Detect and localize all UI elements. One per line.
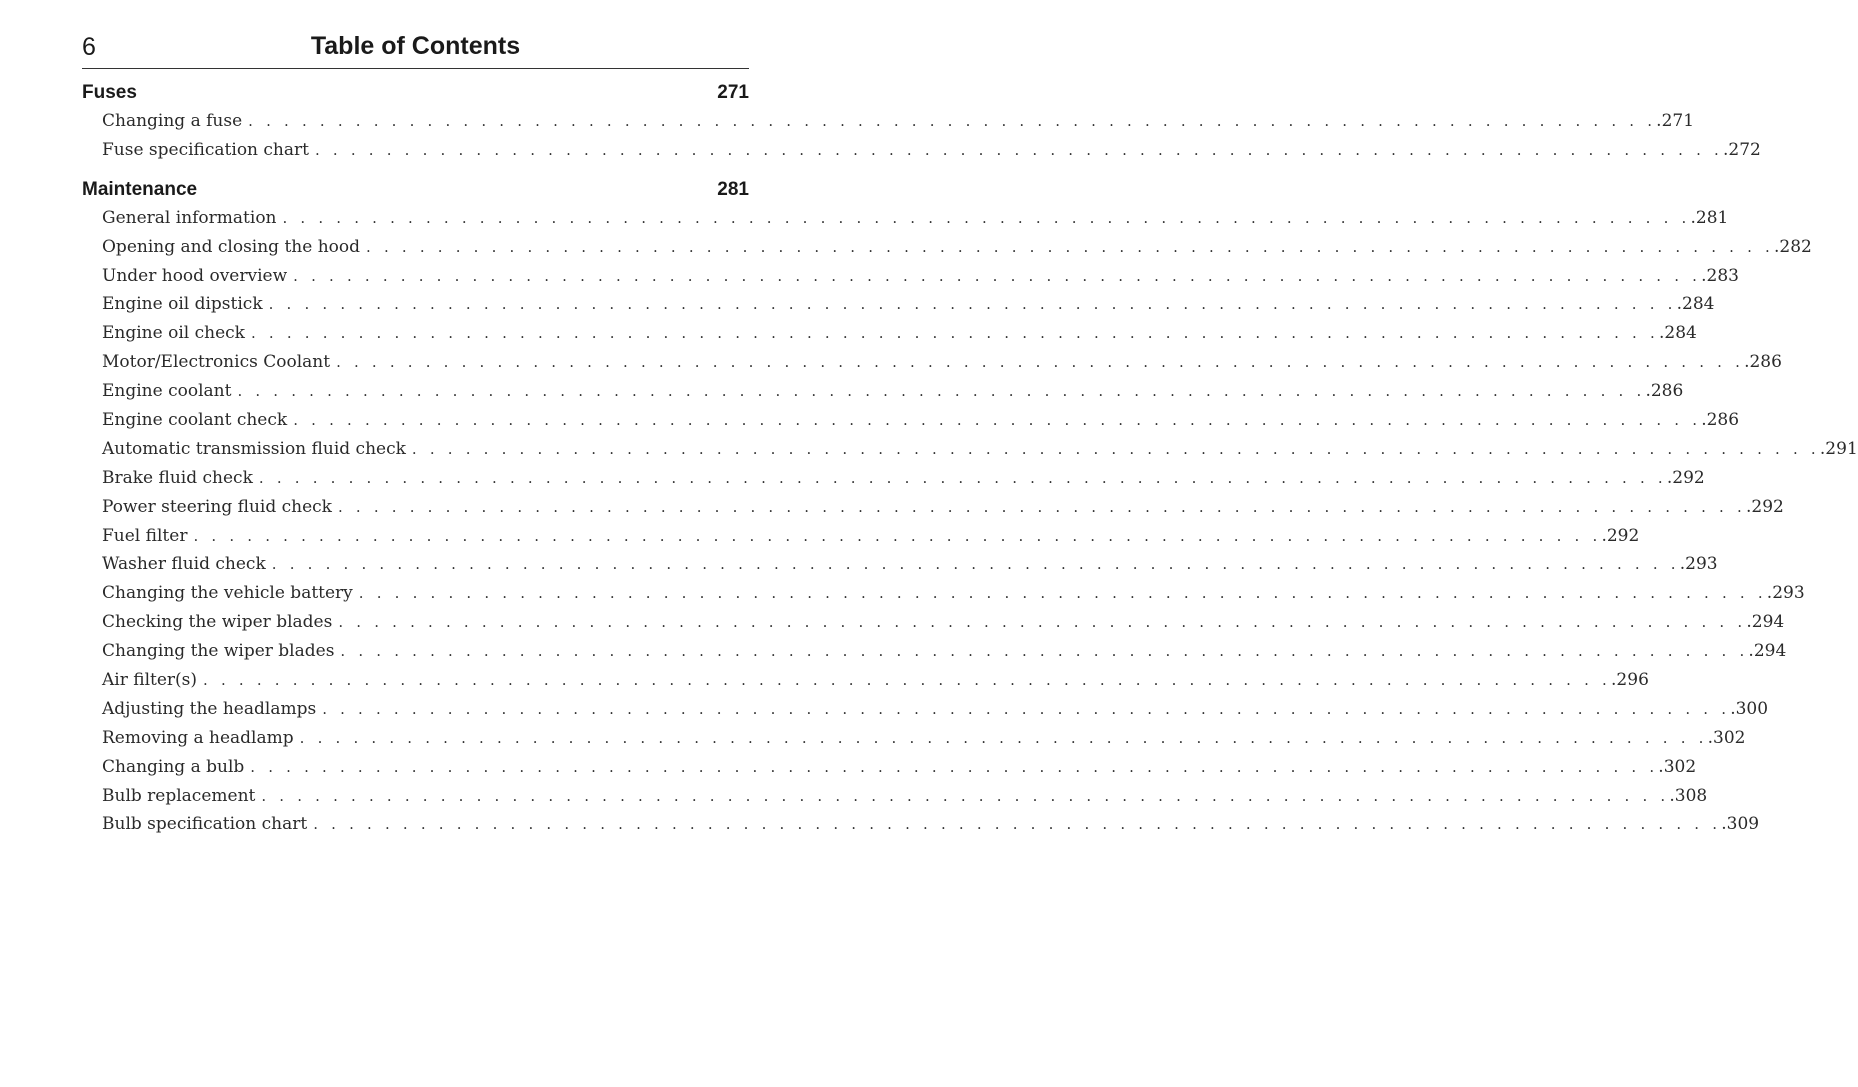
toc-entry[interactable] xyxy=(82,319,1697,348)
entry-title: Motor/Electronics Coolant xyxy=(102,352,331,373)
dot-leader: . . . . . . . . . . . . . . . . . . . . . . . . . . . . . . . . . . . . . . . . . . . . . . . . . . . . . . . . . . . . . . . . . . . . . . . . . . . . . . . xyxy=(258,468,1667,487)
toc-entry[interactable] xyxy=(82,290,1715,319)
entry-title: Engine oil dipstick xyxy=(102,294,263,315)
entry-page-number: .296 xyxy=(1611,670,1649,691)
entry-page-number: .272 xyxy=(1722,139,1761,160)
toc-entry[interactable] xyxy=(82,810,1760,839)
toc-entry[interactable] xyxy=(82,493,1784,522)
entry-title: Changing a bulb xyxy=(102,756,245,777)
toc-entry[interactable] xyxy=(82,107,1695,136)
entry-title: Under hood overview xyxy=(102,265,288,286)
toc-entry[interactable] xyxy=(82,608,1785,637)
entry-page-number: .292 xyxy=(1601,525,1640,546)
toc-entry[interactable] xyxy=(82,782,1708,811)
entry-page-number: .284 xyxy=(1676,294,1715,315)
entry-page-number: .292 xyxy=(1666,467,1705,488)
entry-title: Removing a headlamp xyxy=(102,727,294,748)
section-entries xyxy=(82,107,1761,165)
toc-section-0 xyxy=(82,78,1761,165)
entry-title: Changing the wiper blades xyxy=(102,641,335,662)
toc-entry[interactable] xyxy=(82,753,1697,782)
entry-page-number: .286 xyxy=(1744,352,1782,373)
entry-page-number: .271 xyxy=(1656,111,1695,131)
dot-leader: . . . . . . . . . . . . . . . . . . . . . . . . . . . . . . . . . . . . . . . . . . . . . . . . . . . . . . . . . . . . . . . . . . . . . . . . . . . . . . . xyxy=(271,555,1680,574)
entry-title: Bulb replacement xyxy=(102,785,256,806)
table-of-contents xyxy=(82,78,1858,849)
dot-leader: . . . . . . . . . . . . . . . . . . . . . . . . . . . . . . . . . . . . . . . . . . . . . . . . . . . . . . . . . . . . . . . . . . . . . . . . . . . . . . . xyxy=(282,208,1691,227)
section-heading[interactable] xyxy=(82,78,749,107)
dot-leader: . . . . . . . . . . . . . . . . . . . . . . . . . . . . . . . . . . . . . . . . . . . . . . . . . . . . . . . . . . . . . . . . . . . . . . . . . . . . . . . xyxy=(237,382,1646,401)
page-number: 6 xyxy=(82,33,96,61)
dot-leader: . . . . . . . . . . . . . . . . . . . . . . . . . . . . . . . . . . . . . . . . . . . . . . . . . . . . . . . . . . . . . . . . . . . . . . . . . . . . . . . xyxy=(336,353,1745,372)
dot-leader: . . . . . . . . . . . . . . . . . . . . . . . . . . . . . . . . . . . . . . . . . . . . . . . . . . . . . . . . . . . . . . . . . . . . . . . . . . . . . . . xyxy=(268,295,1677,314)
entry-title: Engine coolant check xyxy=(102,410,288,431)
toc-entry[interactable] xyxy=(82,204,1729,233)
dot-leader: . . . . . . . . . . . . . . . . . . . . . . . . . . . . . . . . . . . . . . . . . . . . . . . . . . . . . . . . . . . . . . . . . . . . . . . . . . . . . . . xyxy=(322,699,1731,718)
toc-entry[interactable] xyxy=(82,233,1812,262)
entry-title: Fuel filter xyxy=(102,525,188,546)
toc-entry[interactable] xyxy=(82,522,1640,551)
entry-page-number: .302 xyxy=(1707,727,1746,748)
entry-page-number: .293 xyxy=(1766,583,1805,604)
dot-leader: . . . . . . . . . . . . . . . . . . . . . . . . . . . . . . . . . . . . . . . . . . . . . . . . . . . . . . . . . . . . . . . . . . . . . . . . . . . . . . . xyxy=(366,237,1775,256)
entry-title: Changing a fuse xyxy=(102,111,243,131)
entry-title: Fuse specification chart xyxy=(102,139,309,160)
entry-page-number: .286 xyxy=(1645,381,1684,402)
dot-leader: . . . . . . . . . . . . . . . . . . . . . . . . . . . . . . . . . . . . . . . . . . . . . . . . . . . . . . . . . . . . . . . . . . . . . . . . . . . . . . . xyxy=(411,439,1820,458)
entry-title: Power steering fluid check xyxy=(102,496,332,517)
entry-title: Changing the vehicle battery xyxy=(102,583,353,604)
toc-entry[interactable] xyxy=(82,724,1746,753)
entry-title: Air filter(s) xyxy=(102,670,198,691)
page-header xyxy=(82,28,749,69)
entry-page-number: .300 xyxy=(1730,698,1769,719)
entry-title: Engine oil check xyxy=(102,323,245,344)
entry-page-number: .283 xyxy=(1701,265,1739,286)
dot-leader: . . . . . . . . . . . . . . . . . . . . . . . . . . . . . . . . . . . . . . . . . . . . . . . . . . . . . . . . . . . . . . . . . . . . . . . . . . . . . . . xyxy=(261,786,1670,805)
section-title: Fuses xyxy=(82,82,137,103)
toc-entry[interactable] xyxy=(82,262,1739,291)
toc-entry[interactable] xyxy=(82,550,1718,579)
toc-entry[interactable] xyxy=(82,136,1761,165)
dot-leader: . . . . . . . . . . . . . . . . . . . . . . . . . . . . . . . . . . . . . . . . . . . . . . . . . . . . . . . . . . . . . . . . . . . . . . . . . . . . . . . xyxy=(314,140,1723,159)
entry-page-number: .309 xyxy=(1721,814,1760,835)
entry-page-number: .294 xyxy=(1748,641,1787,662)
dot-leader: . . . . . . . . . . . . . . . . . . . . . . . . . . . . . . . . . . . . . . . . . . . . . . . . . . . . . . . . . . . . . . . . . . . . . . . . . . . . . . . xyxy=(313,815,1722,834)
entry-title: Opening and closing the hood xyxy=(102,236,361,257)
entry-title: Brake fluid check xyxy=(102,467,253,488)
section-page-number: 271 xyxy=(717,82,749,103)
toc-entry[interactable] xyxy=(82,406,1740,435)
entry-title: Washer fluid check xyxy=(102,554,266,575)
entry-page-number: .292 xyxy=(1745,496,1784,517)
dot-leader: . . . . . . . . . . . . . . . . . . . . . . . . . . . . . . . . . . . . . . . . . . . . . . . . . . . . . . . . . . . . . . . . . . . . . . . . . . . . . . . xyxy=(248,112,1657,130)
entry-title: Automatic transmission fluid check xyxy=(102,438,406,459)
dot-leader: . . . . . . . . . . . . . . . . . . . . . . . . . . . . . . . . . . . . . . . . . . . . . . . . . . . . . . . . . . . . . . . . . . . . . . . . . . . . . . . xyxy=(340,642,1749,661)
dot-leader: . . . . . . . . . . . . . . . . . . . . . . . . . . . . . . . . . . . . . . . . . . . . . . . . . . . . . . . . . . . . . . . . . . . . . . . . . . . . . . . xyxy=(250,757,1659,776)
toc-entry[interactable] xyxy=(82,666,1649,695)
entry-page-number: .286 xyxy=(1701,410,1740,431)
toc-entry[interactable] xyxy=(82,348,1782,377)
toc-section-1 xyxy=(82,175,1858,840)
dot-leader: . . . . . . . . . . . . . . . . . . . . . . . . . . . . . . . . . . . . . . . . . . . . . . . . . . . . . . . . . . . . . . . . . . . . . . . . . . . . . . . xyxy=(337,497,1746,516)
entry-title: Checking the wiper blades xyxy=(102,612,333,633)
dot-leader: . . . . . . . . . . . . . . . . . . . . . . . . . . . . . . . . . . . . . . . . . . . . . . . . . . . . . . . . . . . . . . . . . . . . . . . . . . . . . . . xyxy=(250,324,1659,343)
entry-title: Bulb specification chart xyxy=(102,814,308,835)
section-page-number: 281 xyxy=(717,178,749,200)
dot-leader: . . . . . . . . . . . . . . . . . . . . . . . . . . . . . . . . . . . . . . . . . . . . . . . . . . . . . . . . . . . . . . . . . . . . . . . . . . . . . . . xyxy=(193,526,1602,545)
dot-leader: . . . . . . . . . . . . . . . . . . . . . . . . . . . . . . . . . . . . . . . . . . . . . . . . . . . . . . . . . . . . . . . . . . . . . . . . . . . . . . . xyxy=(358,584,1767,603)
dot-leader: . . . . . . . . . . . . . . . . . . . . . . . . . . . . . . . . . . . . . . . . . . . . . . . . . . . . . . . . . . . . . . . . . . . . . . . . . . . . . . . xyxy=(293,411,1702,430)
section-heading[interactable] xyxy=(82,175,749,204)
entry-page-number: .294 xyxy=(1746,612,1785,633)
toc-entry[interactable] xyxy=(82,377,1684,406)
entry-page-number: .308 xyxy=(1669,785,1708,806)
toc-entry[interactable] xyxy=(82,637,1787,666)
entry-title: Engine coolant xyxy=(102,381,232,402)
toc-entry[interactable] xyxy=(82,435,1858,464)
dot-leader: . . . . . . . . . . . . . . . . . . . . . . . . . . . . . . . . . . . . . . . . . . . . . . . . . . . . . . . . . . . . . . . . . . . . . . . . . . . . . . . xyxy=(338,613,1747,632)
entry-page-number: .302 xyxy=(1658,756,1697,777)
page-title: Table of Contents xyxy=(310,32,521,60)
toc-entry[interactable] xyxy=(82,579,1805,608)
dot-leader: . . . . . . . . . . . . . . . . . . . . . . . . . . . . . . . . . . . . . . . . . . . . . . . . . . . . . . . . . . . . . . . . . . . . . . . . . . . . . . . xyxy=(299,728,1708,747)
entry-page-number: .281 xyxy=(1690,207,1729,228)
toc-entry[interactable] xyxy=(82,695,1769,724)
entry-title: Adjusting the headlamps xyxy=(102,698,317,719)
entry-page-number: .293 xyxy=(1679,554,1718,575)
section-entries xyxy=(82,204,1858,840)
entry-page-number: .291 xyxy=(1819,438,1858,459)
entry-page-number: .282 xyxy=(1774,236,1812,257)
dot-leader: . . . . . . . . . . . . . . . . . . . . . . . . . . . . . . . . . . . . . . . . . . . . . . . . . . . . . . . . . . . . . . . . . . . . . . . . . . . . . . . xyxy=(293,266,1702,285)
dot-leader: . . . . . . . . . . . . . . . . . . . . . . . . . . . . . . . . . . . . . . . . . . . . . . . . . . . . . . . . . . . . . . . . . . . . . . . . . . . . . . . xyxy=(203,671,1612,690)
entry-title: General information xyxy=(102,207,277,228)
entry-page-number: .284 xyxy=(1658,323,1697,344)
section-title: Maintenance xyxy=(82,178,198,200)
toc-entry[interactable] xyxy=(82,464,1705,493)
